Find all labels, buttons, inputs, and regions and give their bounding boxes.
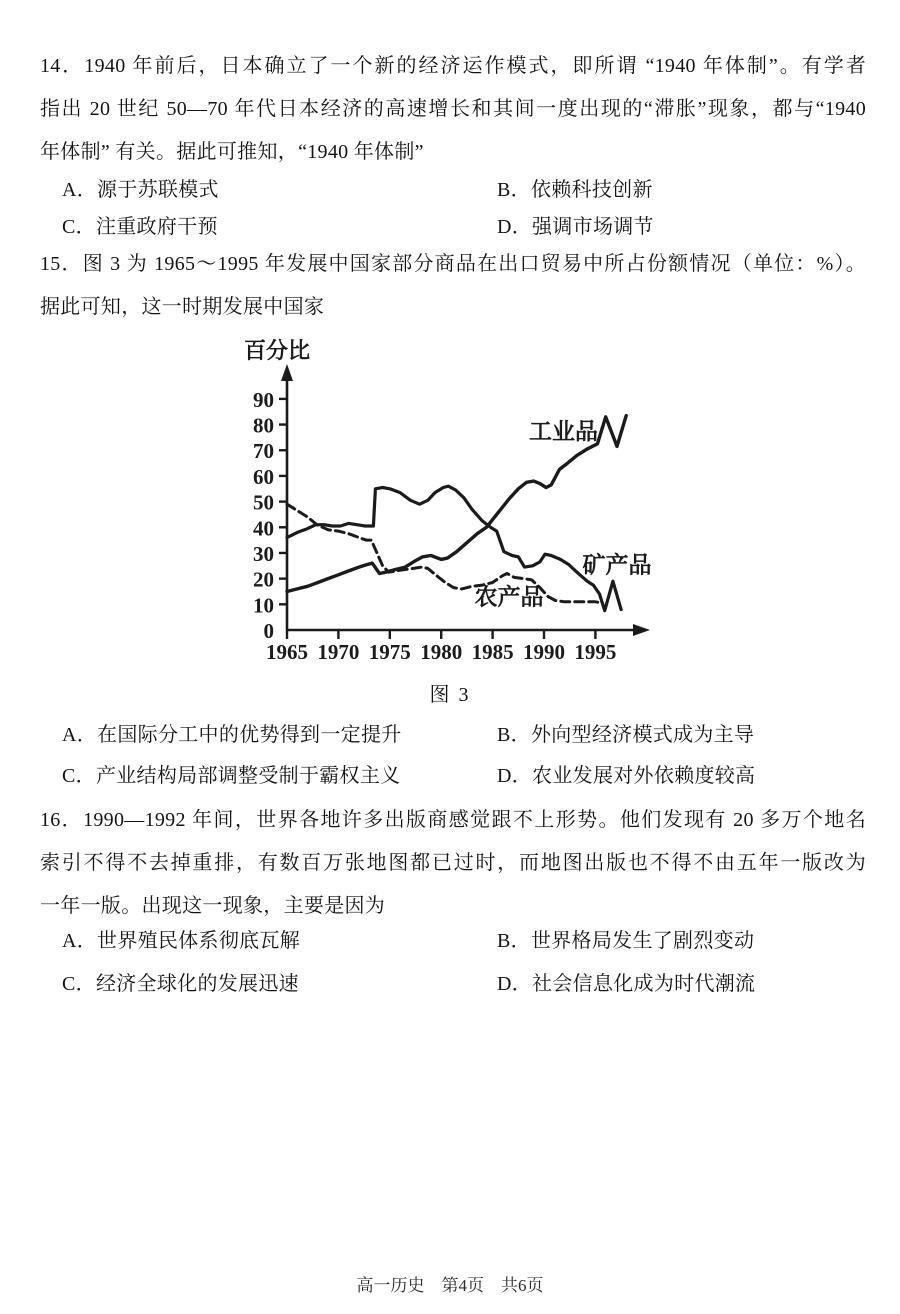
question-15-option-d: D．农业发展对外依赖度较高 <box>497 765 756 787</box>
y-tick-label-90: 90 <box>253 387 274 412</box>
question-15-line-1: 15．图 3 为 1965～1995 年发展中国家部分商品在出口贸易中所占份额情况（单位：%）。 <box>40 253 866 275</box>
question-16-text <box>40 799 866 928</box>
question-14-options-row-2 <box>0 207 900 248</box>
x-tick-label-1980: 1980 <box>420 640 463 662</box>
question-15-option-b: B．外向型经济模式成为主导 <box>497 724 755 746</box>
question-16-option-b: B．世界格局发生了剧烈变动 <box>497 930 755 952</box>
figure-3-chart <box>230 332 660 662</box>
x-axis-arrow-icon <box>633 624 650 636</box>
y-tick-label-50: 50 <box>253 490 274 515</box>
x-tick-label-1990: 1990 <box>523 640 565 662</box>
question-16-option-c: C．经济全球化的发展迅速 <box>62 973 299 995</box>
y-tick-label-10: 10 <box>253 593 274 618</box>
question-16-option-a: A．世界殖民体系彻底瓦解 <box>62 930 301 952</box>
question-15-options-row-1 <box>0 715 900 756</box>
question-14-option-b: B．依赖科技创新 <box>497 179 653 201</box>
x-tick-label-1965: 1965 <box>266 640 308 662</box>
question-14-line-3: 年体制” 有关。据此可推知，“1940 年体制” <box>40 141 424 163</box>
question-16-line-2: 索引不得不去掉重排，有数百万张地图都已过时，而地图出版也不得不由五年一版改为 <box>40 852 866 874</box>
series-label-industrial: 工业品 <box>529 418 599 444</box>
question-16-options-row-2 <box>0 964 900 1005</box>
x-tick-label-1970: 1970 <box>317 640 360 662</box>
question-14-line-2: 指出 20 世纪 50—70 年代日本经济的高速增长和其间一度出现的“滞胀”现象，都与“1940 <box>40 98 866 120</box>
x-tick-label-1975: 1975 <box>368 640 411 662</box>
question-14-line-1: 14．1940 年前后，日本确立了一个新的经济运作模式，即所谓 “1940 年体制”。有学者 <box>40 55 866 77</box>
y-tick-label-80: 80 <box>253 413 274 438</box>
figure-3-chart-svg <box>230 332 660 662</box>
x-tick-label-1995: 1995 <box>574 640 617 662</box>
figure-3-caption: 图 3 <box>429 684 471 706</box>
question-16-options-row-1 <box>0 921 900 962</box>
y-tick-label-30: 30 <box>253 541 274 566</box>
y-axis-title: 百分比 <box>243 338 311 363</box>
question-16-option-d: D．社会信息化成为时代潮流 <box>497 973 756 995</box>
question-14-options-row-1 <box>0 170 900 211</box>
page-footer: 高一历史 第4页 共6页 <box>356 1276 544 1295</box>
question-15-line-2: 据此可知，这一时期发展中国家 <box>40 296 325 318</box>
question-16-line-1: 16．1990—1992 年间，世界各地许多出版商感觉跟不上形势。他们发现有 20 多万个地名 <box>40 809 866 831</box>
question-15-option-a: A．在国际分工中的优势得到一定提升 <box>62 724 402 746</box>
question-14-option-a: A．源于苏联模式 <box>62 179 219 201</box>
y-tick-label-60: 60 <box>253 464 274 489</box>
series-line-agricultural <box>287 504 603 603</box>
series-label-agricultural: 农产品 <box>474 584 544 610</box>
y-tick-label-20: 20 <box>253 567 274 592</box>
question-14-option-d: D．强调市场调节 <box>497 216 654 238</box>
y-tick-label-70: 70 <box>253 439 274 464</box>
series-line-minerals <box>287 486 621 611</box>
series-label-minerals: 矿产品 <box>582 552 652 578</box>
y-tick-label-0: 0 <box>263 619 274 643</box>
question-16-line-3: 一年一版。出现这一现象，主要是因为 <box>40 895 386 917</box>
y-tick-label-40: 40 <box>253 516 274 541</box>
y-axis-arrow-icon <box>281 364 293 381</box>
question-15-text <box>40 243 866 329</box>
question-15-option-c: C．产业结构局部调整受制于霸权主义 <box>62 765 401 787</box>
question-15-options-row-2 <box>0 756 900 797</box>
x-tick-label-1985: 1985 <box>471 640 514 662</box>
question-14-option-c: C．注重政府干预 <box>62 216 218 238</box>
question-14-text <box>40 45 866 174</box>
